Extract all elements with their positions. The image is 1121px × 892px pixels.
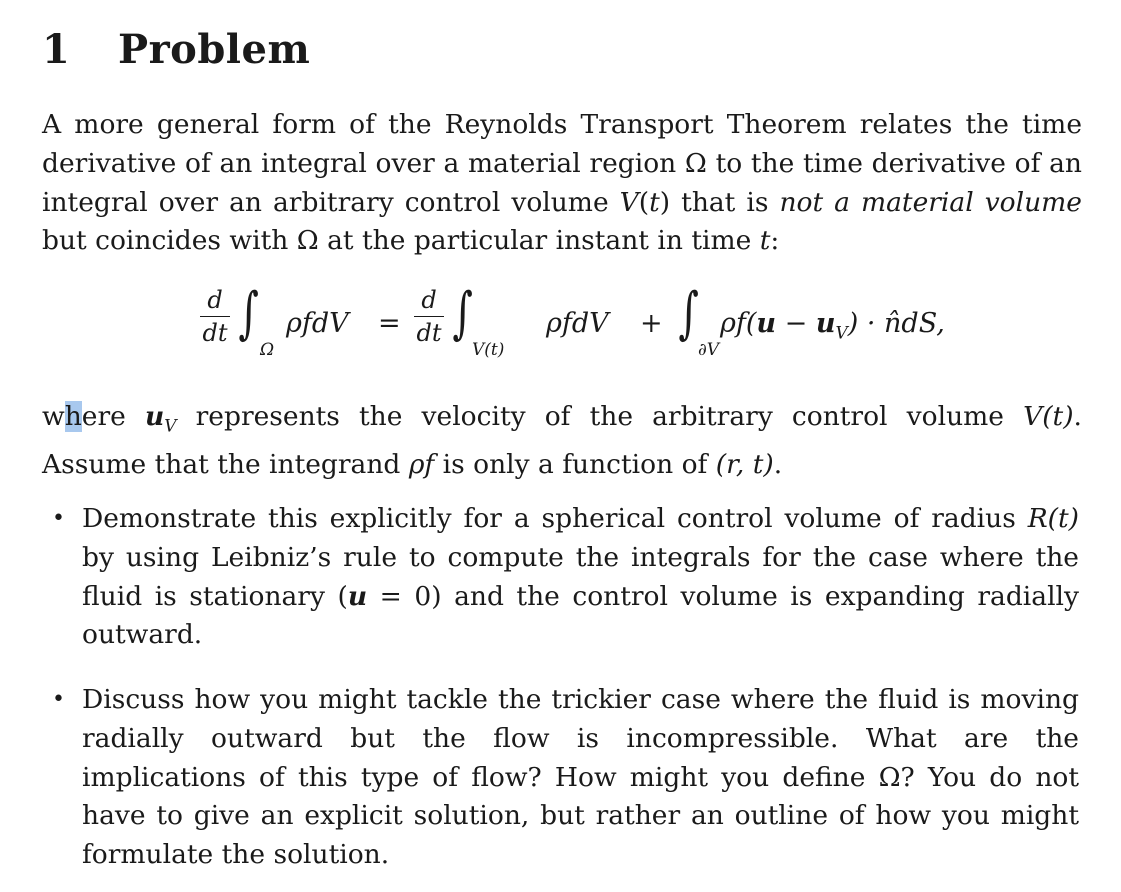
rhs-derivative bbox=[414, 286, 444, 347]
uv-subscript: V bbox=[835, 323, 848, 344]
integral-sign: ∫ bbox=[678, 281, 699, 346]
frac-bar bbox=[200, 316, 230, 317]
section-heading bbox=[42, 26, 310, 73]
uv-subscript: V bbox=[164, 416, 177, 437]
intro-text-2: ) that is bbox=[659, 186, 780, 218]
lhs-integrand: ρfdV bbox=[286, 308, 349, 339]
frac-numerator: d bbox=[421, 286, 437, 314]
integral-subscript-omega: Ω bbox=[260, 340, 275, 360]
var-vt: V(t) bbox=[1023, 401, 1074, 432]
equals-sign: = bbox=[378, 308, 401, 339]
rhs2-post: ) · n̂dS, bbox=[847, 308, 945, 339]
integral-sign: ∫ bbox=[238, 281, 259, 346]
list-item bbox=[52, 500, 1079, 655]
var-rt: R(t) bbox=[1027, 503, 1079, 534]
frac-denominator: dt bbox=[202, 319, 228, 347]
var-rt: (r, t) bbox=[715, 449, 774, 481]
intro-text-3: but coincides with Ω at the particular instant in time bbox=[42, 225, 760, 257]
velocity-uv: u bbox=[144, 401, 165, 432]
section-number: 1 bbox=[42, 26, 71, 73]
def-text-4: . bbox=[773, 449, 783, 481]
integral-subscript-dv: ∂V bbox=[698, 340, 720, 360]
section-title: Problem bbox=[118, 26, 311, 73]
text-cursor-highlight: h bbox=[64, 401, 82, 432]
colon: : bbox=[770, 225, 780, 257]
bullet-text: Discuss how you might tackle the trickier case where the fluid is moving radially outward but the flow is incompressible. What are the implications of this type of flow? How might you define Ω? You do not have to give an explicit solution, but rather an outline of how you might formulate the solution. bbox=[82, 684, 1079, 871]
paren-open: ( bbox=[638, 186, 650, 218]
bullet-marker: • bbox=[52, 506, 65, 531]
frac-bar bbox=[414, 316, 444, 317]
frac-numerator: d bbox=[207, 286, 223, 314]
var-t: t bbox=[649, 186, 660, 218]
velocity-u: u bbox=[756, 308, 777, 339]
transport-equation bbox=[192, 282, 1092, 372]
intro-paragraph bbox=[42, 106, 1082, 261]
bullet-text-2: by using Leibniz’s rule to compute the integrals for the case where the fluid is stationary ( bbox=[82, 541, 1079, 612]
rhs2-integrand bbox=[720, 308, 945, 343]
var-rhof: ρf bbox=[408, 449, 435, 481]
def-text-2: . Assume that the integrand bbox=[42, 401, 1082, 481]
velocity-uv: u bbox=[815, 308, 836, 339]
rhs1-integrand: ρfdV bbox=[546, 308, 609, 339]
bullet-marker: • bbox=[52, 687, 65, 712]
integral-sign: ∫ bbox=[452, 281, 473, 346]
text-ere: ere bbox=[81, 401, 145, 432]
lhs-derivative bbox=[200, 286, 230, 347]
definition-paragraph bbox=[42, 398, 1082, 485]
bullet-text-1: Demonstrate this explicitly for a spherical control volume of radius bbox=[82, 503, 1028, 534]
bullet-text-3: = 0) and the control volume is expanding radially outward. bbox=[82, 580, 1079, 651]
text-w: w bbox=[42, 401, 65, 432]
rhs2-pre: ρf( bbox=[720, 308, 757, 339]
var-t-2: t bbox=[759, 225, 771, 257]
def-text-1: represents the velocity of the arbitrary control volume bbox=[176, 401, 1024, 432]
list-item bbox=[52, 681, 1079, 875]
minus-sign: − bbox=[776, 308, 816, 339]
plus-sign: + bbox=[640, 308, 663, 339]
velocity-u: u bbox=[347, 580, 368, 612]
emphasis-text: not a material volume bbox=[779, 186, 1082, 218]
def-text-3: is only a function of bbox=[434, 449, 716, 481]
integral-subscript-vt: V(t) bbox=[472, 340, 505, 360]
intro-text: A more general form of the Reynolds Transport Theorem relates the time derivative of an integral over a material region Ω to the time derivative of an integral over an arbitrary control volume bbox=[42, 109, 1082, 218]
frac-denominator: dt bbox=[416, 319, 442, 347]
var-v: V bbox=[619, 186, 639, 218]
